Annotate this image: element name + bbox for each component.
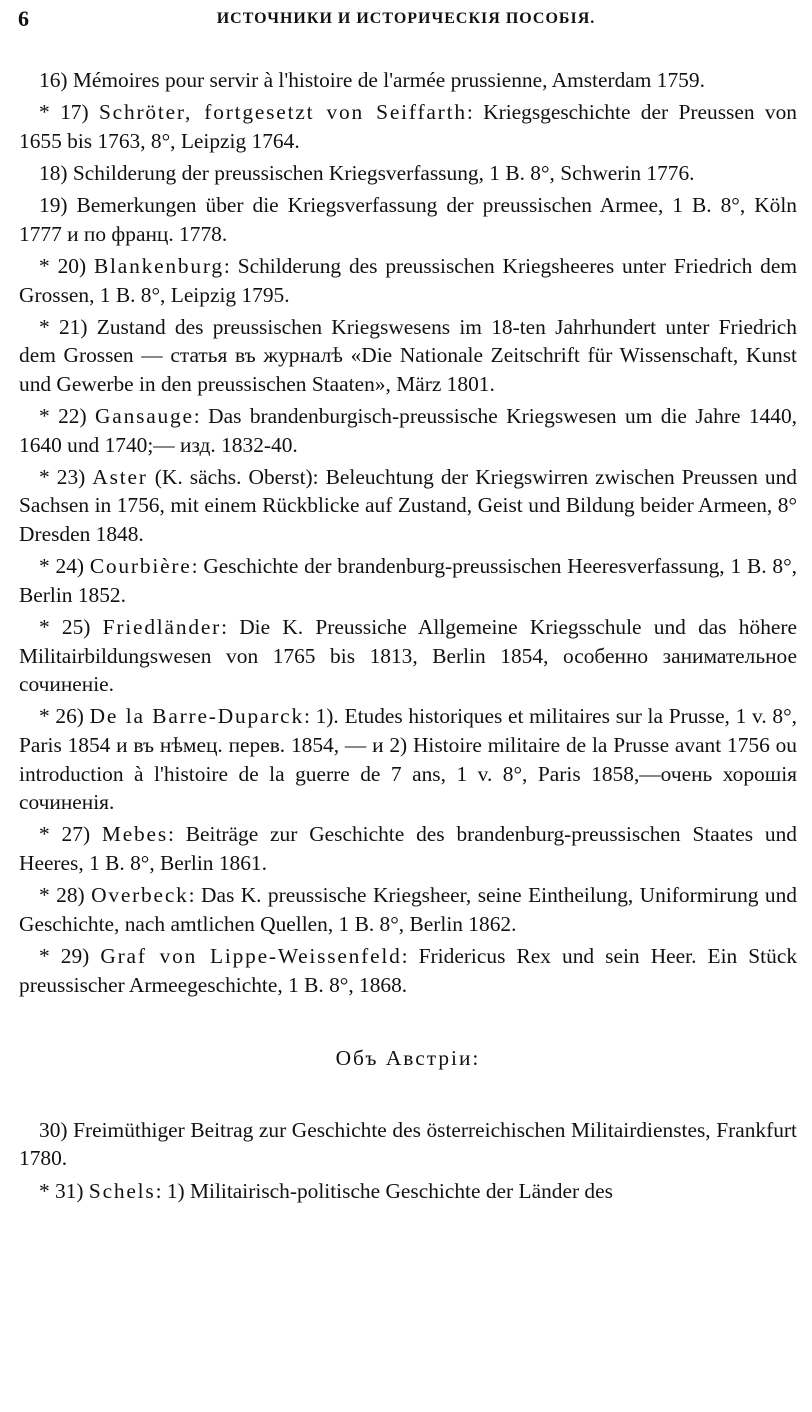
entry-number: * 28) bbox=[39, 883, 92, 908]
entry-number: * 31) bbox=[39, 1178, 89, 1203]
page-number: 6 bbox=[18, 6, 29, 31]
entry-author: Graf von Lippe-Weissenfeld bbox=[100, 943, 402, 968]
entry-number: * 22) bbox=[39, 404, 96, 429]
bibliography-list-austria bbox=[19, 1116, 797, 1205]
entry-text: Mémoires pour servir à l'histoire de l'armée prussienne, Amsterdam 1759. bbox=[72, 68, 705, 92]
entry-number: 19) bbox=[39, 193, 77, 218]
bibliography-entry bbox=[19, 159, 797, 188]
entry-author: Mebes bbox=[101, 822, 168, 847]
entry-text: : 1) Militairisch-politische Geschichte der Länder des bbox=[155, 1178, 613, 1203]
entry-text: : Das K. preussische Kriegsheer, seine Eintheilung, Uniformirung und Geschichte, nach amtlichen Quellen, 1 B. 8°, Berlin 1862. bbox=[19, 883, 798, 936]
page-body bbox=[19, 66, 797, 1209]
entry-text: : Beiträge zur Geschichte des brandenburg-preussischen Staates und Heeres, 1 B. 8°, Berlin 1861. bbox=[19, 822, 797, 875]
entry-text: Bemerkungen über die Kriegsverfassung der preussischen Armee, 1 B. 8°, Köln 1777 и по франц. 1778. bbox=[19, 193, 797, 246]
entry-number: * 29) bbox=[39, 943, 101, 968]
entry-text: Schilderung der preussischen Kriegsverfassung, 1 B. 8°, Schwerin 1776. bbox=[72, 160, 695, 185]
bibliography-entry bbox=[19, 942, 797, 999]
entry-author: De la Barre-Duparck bbox=[89, 704, 304, 729]
bibliography-entry bbox=[19, 1116, 797, 1173]
entry-number: * 24) bbox=[39, 554, 90, 579]
entry-number: 30) bbox=[39, 1117, 74, 1142]
entry-author: Friedländer bbox=[102, 615, 222, 640]
bibliography-entry bbox=[19, 820, 797, 877]
bibliography-entry bbox=[19, 402, 797, 459]
entry-number: 18) bbox=[39, 160, 73, 185]
entry-number: * 20) bbox=[39, 253, 94, 278]
bibliography-entry bbox=[19, 463, 797, 549]
entry-author: Gansauge bbox=[95, 404, 194, 429]
entry-number: 16) bbox=[39, 68, 73, 92]
entry-text: Zustand des preussischen Kriegswesens im 18-ten Jahrhundert unter Friedrich dem Grossen — статья въ журналѣ «Die Nationale Zeitschrift für Wissenschaft, Kunst und Gewerbe in den preussischen Staaten», März 1801. bbox=[19, 314, 797, 396]
entry-author: Blankenburg bbox=[93, 253, 224, 278]
bibliography-entry bbox=[19, 1177, 797, 1206]
entry-number: * 23) bbox=[39, 464, 93, 489]
bibliography-entry bbox=[19, 252, 797, 309]
entry-text: (K. sächs. Oberst): Beleuchtung der Kriegswirren zwischen Preussen und Sachsen in 1756, mit einem Rückblicke auf Zustand, Geist und Bildung beider Armeen, 8° Dresden 1848. bbox=[19, 464, 798, 547]
entry-text: : Kriegsgeschichte der Preussen von 1655 bis 1763, 8°, Leipzig 1764. bbox=[19, 100, 797, 153]
entry-text: : Schilderung des preussischen Kriegsheeres unter Friedrich dem Grossen, 1 B. 8°, Leipzig 1795. bbox=[19, 253, 798, 307]
entry-author: Overbeck bbox=[91, 883, 189, 908]
bibliography-entry bbox=[19, 66, 797, 95]
entry-number: * 26) bbox=[39, 704, 90, 729]
entry-author: Schröter, fortgesetzt von Seiffarth bbox=[98, 100, 467, 125]
entry-text: Freimüthiger Beitrag zur Geschichte des österreichischen Militairdienstes, Frankfurt 1780. bbox=[19, 1117, 797, 1171]
entry-number: * 21) bbox=[39, 314, 97, 339]
bibliography-entry bbox=[19, 552, 797, 609]
entry-author: Aster bbox=[92, 464, 148, 489]
entry-number: * 17) bbox=[39, 100, 99, 125]
bibliography-entry bbox=[19, 98, 797, 155]
section-heading-austria: Объ Австрiи: bbox=[335, 1046, 481, 1071]
running-title: ИСТОЧНИКИ И ИСТОРИЧЕСКIЯ ПОСОБIЯ. bbox=[216, 10, 596, 27]
entry-text: : Fridericus Rex und sein Heer. Ein Stück preussischer Armeegeschichte, 1 B. 8°, 1868. bbox=[19, 943, 798, 997]
bibliography-entry bbox=[19, 881, 797, 938]
entry-text: : Geschichte der brandenburg-preussischen Heeresverfassung, 1 B. 8°, Berlin 1852. bbox=[19, 554, 798, 607]
entry-text: : Das brandenburgisch-preussische Kriegswesen um die Jahre 1440, 1640 und 1740;— изд. 1832-40. bbox=[19, 404, 798, 457]
page-header bbox=[18, 6, 794, 36]
entry-number: * 25) bbox=[39, 615, 103, 640]
bibliography-entry bbox=[19, 702, 797, 816]
entry-text: : Die K. Preussiche Allgemeine Kriegsschule und das höhere Militairbildungswesen von 1765 bis 1813, Berlin 1854, особенно занимательное сочиненie. bbox=[19, 615, 798, 697]
entry-number: * 27) bbox=[39, 822, 102, 847]
entry-text: : 1). Etudes historiques et militaires sur la Prusse, 1 v. 8°, Paris 1854 и въ нѣмец. перев. 1854, — и 2) Histoire militaire de la Prusse avant 1756 ou introduction à l'histoire de la guerre de 7 ans, 1 v. 8°, Paris 1858,—очень хорошiя сочиненiя. bbox=[19, 704, 798, 815]
bibliography-entry bbox=[19, 191, 797, 248]
bibliography-entry bbox=[19, 313, 797, 399]
bibliography-list-prussia bbox=[19, 66, 797, 999]
entry-author: Schels bbox=[88, 1178, 156, 1203]
bibliography-entry bbox=[19, 613, 797, 699]
entry-author: Courbière bbox=[89, 554, 192, 579]
